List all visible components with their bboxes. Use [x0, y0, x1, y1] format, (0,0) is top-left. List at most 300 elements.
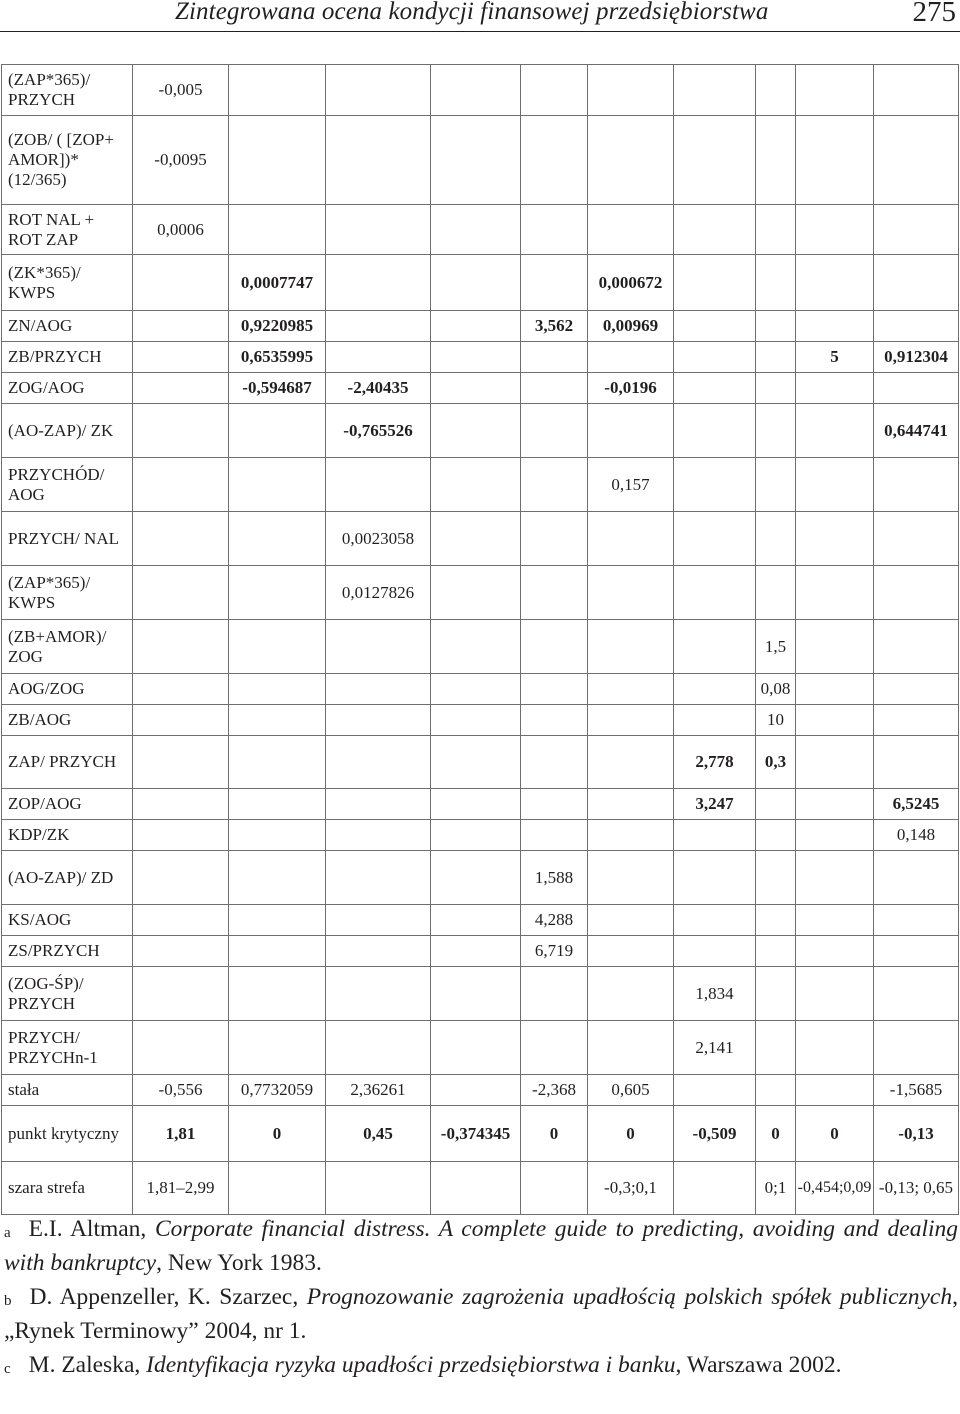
- table-cell: -2,40435: [326, 373, 431, 404]
- table-row: [2, 967, 959, 1021]
- table-cell: 3,562: [521, 311, 588, 342]
- table-cell: [588, 705, 674, 736]
- table-cell: -0,454;0,09: [796, 1162, 874, 1215]
- table-cell: 0,45: [326, 1106, 431, 1162]
- table-cell: -0,0196: [588, 373, 674, 404]
- table-cell: [229, 205, 326, 255]
- table-cell: [521, 1021, 588, 1075]
- table-cell: [796, 512, 874, 566]
- table-cell: [756, 789, 796, 820]
- table-cell: [431, 620, 521, 674]
- table-cell: [756, 820, 796, 851]
- table-cell: [756, 65, 796, 116]
- table-cell: [229, 905, 326, 936]
- table-cell: [431, 404, 521, 458]
- table-cell: [431, 736, 521, 789]
- table-cell: 3,247: [674, 789, 756, 820]
- table-cell: [431, 311, 521, 342]
- table-cell: 0,0007747: [229, 255, 326, 311]
- table-cell: [756, 116, 796, 205]
- table-cell: [874, 1021, 959, 1075]
- table-cell: [796, 789, 874, 820]
- table-cell: [229, 65, 326, 116]
- row-label: ZN/AOG: [2, 311, 133, 342]
- table-cell: [326, 905, 431, 936]
- table-cell: [674, 620, 756, 674]
- row-label: (ZOG-ŚP)/ PRZYCH: [2, 967, 133, 1021]
- table-cell: [326, 936, 431, 967]
- row-label: (AO-ZAP)/ ZK: [2, 404, 133, 458]
- table-cell: [326, 967, 431, 1021]
- table-cell: [588, 967, 674, 1021]
- table-cell: [326, 736, 431, 789]
- table-cell: 0,000672: [588, 255, 674, 311]
- table-cell: [756, 851, 796, 905]
- table-cell: [431, 789, 521, 820]
- table-cell: [874, 851, 959, 905]
- table-cell: [133, 404, 229, 458]
- table-cell: [431, 205, 521, 255]
- page-number: 275: [912, 0, 956, 28]
- table-cell: [326, 255, 431, 311]
- table-cell: [133, 820, 229, 851]
- footnote-rest: , New York 1983.: [156, 1250, 322, 1276]
- table-cell: [133, 705, 229, 736]
- table-cell: [756, 566, 796, 620]
- table-cell: [796, 1075, 874, 1106]
- table-cell: [674, 205, 756, 255]
- table-cell: [229, 1162, 326, 1215]
- table-cell: [588, 65, 674, 116]
- table-cell: [431, 458, 521, 512]
- table-cell: 0,644741: [874, 404, 959, 458]
- row-label: ZAP/ PRZYCH: [2, 736, 133, 789]
- table-cell: [796, 967, 874, 1021]
- table-cell: [229, 620, 326, 674]
- row-label: (ZAP*365)/ KWPS: [2, 566, 133, 620]
- table-cell: [874, 205, 959, 255]
- table-cell: -0,594687: [229, 373, 326, 404]
- table-cell: 10: [756, 705, 796, 736]
- ratio-coefficients-table: [1, 64, 959, 1215]
- table-cell: 1,5: [756, 620, 796, 674]
- table-cell: 0,00969: [588, 311, 674, 342]
- table-cell: [521, 820, 588, 851]
- table-cell: [431, 674, 521, 705]
- table-cell: [796, 566, 874, 620]
- table-cell: [796, 373, 874, 404]
- table-cell: [756, 255, 796, 311]
- table-cell: [326, 789, 431, 820]
- table-cell: [326, 851, 431, 905]
- row-label: stała: [2, 1075, 133, 1106]
- table-row: [2, 311, 959, 342]
- table-cell: [874, 566, 959, 620]
- table-cell: [326, 674, 431, 705]
- table-cell: [431, 512, 521, 566]
- table-cell: [521, 116, 588, 205]
- table-cell: [521, 512, 588, 566]
- table-cell: 0,912304: [874, 342, 959, 373]
- table-cell: -2,368: [521, 1075, 588, 1106]
- table-cell: [588, 820, 674, 851]
- table-cell: [756, 936, 796, 967]
- table-cell: [588, 342, 674, 373]
- table-row: [2, 936, 959, 967]
- table-cell: [796, 851, 874, 905]
- table-cell: 6,719: [521, 936, 588, 967]
- table-cell: 0,0023058: [326, 512, 431, 566]
- footnotes: [4, 1212, 958, 1382]
- table-cell: [521, 65, 588, 116]
- table-cell: [229, 458, 326, 512]
- table-cell: [431, 255, 521, 311]
- table-cell: 0,08: [756, 674, 796, 705]
- table-cell: [796, 705, 874, 736]
- table-row: [2, 851, 959, 905]
- table-cell: 4,288: [521, 905, 588, 936]
- row-label: punkt krytyczny: [2, 1106, 133, 1162]
- table-row: [2, 1106, 959, 1162]
- table-cell: [229, 967, 326, 1021]
- table-cell: [521, 458, 588, 512]
- table-cell: [588, 404, 674, 458]
- table-cell: [431, 373, 521, 404]
- table-cell: [674, 311, 756, 342]
- table-cell: [874, 311, 959, 342]
- table-cell: [796, 65, 874, 116]
- footnote-title: Corporate financial distress. A complete guide to predicting, avoiding and dealing with bankruptcy: [4, 1216, 959, 1276]
- table-cell: [588, 674, 674, 705]
- table-cell: 2,141: [674, 1021, 756, 1075]
- table-cell: [674, 373, 756, 404]
- table-cell: [521, 736, 588, 789]
- table-cell: [326, 65, 431, 116]
- table-cell: [229, 820, 326, 851]
- footnote: [4, 1348, 958, 1382]
- table-cell: [796, 905, 874, 936]
- table-cell: [874, 255, 959, 311]
- table-cell: [229, 736, 326, 789]
- table-cell: [796, 820, 874, 851]
- table-cell: [796, 404, 874, 458]
- row-label: ZB/AOG: [2, 705, 133, 736]
- table-cell: [229, 116, 326, 205]
- table-cell: [133, 789, 229, 820]
- table-cell: [431, 851, 521, 905]
- table-cell: [431, 566, 521, 620]
- table-cell: [874, 620, 959, 674]
- table-body: [2, 65, 959, 1215]
- table-cell: -0,13; 0,65: [874, 1162, 959, 1215]
- table-cell: [521, 566, 588, 620]
- table-cell: -0,765526: [326, 404, 431, 458]
- table-cell: [229, 566, 326, 620]
- footnote-authors: E.I. Altman,: [28, 1216, 155, 1242]
- header-rule: [0, 31, 960, 32]
- row-label: PRZYCH/ PRZYCHn-1: [2, 1021, 133, 1075]
- table-cell: [674, 404, 756, 458]
- table-cell: [229, 512, 326, 566]
- table-cell: [674, 566, 756, 620]
- table-cell: [874, 736, 959, 789]
- table-cell: -0,3;0,1: [588, 1162, 674, 1215]
- table-cell: [133, 936, 229, 967]
- table-cell: [796, 936, 874, 967]
- table-row: [2, 705, 959, 736]
- row-label: (AO-ZAP)/ ZD: [2, 851, 133, 905]
- table-cell: [674, 65, 756, 116]
- table-cell: -0,13: [874, 1106, 959, 1162]
- table-cell: [521, 404, 588, 458]
- table-cell: [796, 255, 874, 311]
- table-cell: [874, 905, 959, 936]
- footnote-rest: , Warszawa 2002.: [675, 1352, 842, 1378]
- table-cell: 1,588: [521, 851, 588, 905]
- table-cell: 2,778: [674, 736, 756, 789]
- table-cell: 0,605: [588, 1075, 674, 1106]
- table-cell: [874, 512, 959, 566]
- table-row: [2, 458, 959, 512]
- table-cell: 0: [588, 1106, 674, 1162]
- footnote: [4, 1280, 958, 1348]
- footnote-rest: , „Rynek Terminowy” 2004, nr 1.: [4, 1284, 958, 1344]
- table-cell: [521, 789, 588, 820]
- table-cell: [521, 1162, 588, 1215]
- table-cell: 0: [521, 1106, 588, 1162]
- table-cell: [874, 373, 959, 404]
- table-cell: [674, 936, 756, 967]
- table-cell: [674, 255, 756, 311]
- table-cell: [133, 512, 229, 566]
- table-cell: -0,556: [133, 1075, 229, 1106]
- table-cell: 0,0006: [133, 205, 229, 255]
- table-cell: [229, 705, 326, 736]
- table-cell: [521, 342, 588, 373]
- table-cell: [229, 789, 326, 820]
- running-title: Zintegrowana ocena kondycji finansowej przedsiębiorstwa: [175, 0, 769, 25]
- table-cell: [674, 458, 756, 512]
- table-row: [2, 65, 959, 116]
- table-cell: [229, 404, 326, 458]
- row-label: ZOP/AOG: [2, 789, 133, 820]
- row-label: KS/AOG: [2, 905, 133, 936]
- table-cell: [796, 1021, 874, 1075]
- table-row: [2, 820, 959, 851]
- table-row: [2, 736, 959, 789]
- row-label: szara strefa: [2, 1162, 133, 1215]
- table-cell: 1,81–2,99: [133, 1162, 229, 1215]
- table-cell: [521, 373, 588, 404]
- table-cell: 0,6535995: [229, 342, 326, 373]
- table-cell: 0;1: [756, 1162, 796, 1215]
- table-cell: [874, 674, 959, 705]
- table-cell: [796, 116, 874, 205]
- table-cell: [133, 967, 229, 1021]
- table-cell: [588, 1021, 674, 1075]
- table-row: [2, 566, 959, 620]
- table-row: [2, 404, 959, 458]
- table-cell: [133, 620, 229, 674]
- table-cell: 1,834: [674, 967, 756, 1021]
- table-row: [2, 373, 959, 404]
- table-row: [2, 1162, 959, 1215]
- row-label: PRZYCH/ NAL: [2, 512, 133, 566]
- table-cell: [326, 705, 431, 736]
- row-label: (ZB+AMOR)/ ZOG: [2, 620, 133, 674]
- table-cell: [674, 905, 756, 936]
- table-row: [2, 116, 959, 205]
- footnote-title: Prognozowanie zagrożenia upadłością polskich spółek publicznych: [306, 1284, 953, 1310]
- table-cell: [674, 705, 756, 736]
- table-cell: -0,509: [674, 1106, 756, 1162]
- table-cell: [874, 705, 959, 736]
- table-cell: [874, 458, 959, 512]
- table-cell: [756, 512, 796, 566]
- table-cell: [588, 205, 674, 255]
- table-cell: [588, 512, 674, 566]
- table-cell: [588, 566, 674, 620]
- table-cell: [326, 205, 431, 255]
- table-cell: [431, 1162, 521, 1215]
- table-cell: [431, 967, 521, 1021]
- table-cell: [229, 1021, 326, 1075]
- footnote: [4, 1212, 958, 1280]
- table-cell: [874, 936, 959, 967]
- table-row: [2, 789, 959, 820]
- table-cell: [133, 736, 229, 789]
- table-cell: [674, 820, 756, 851]
- table-cell: 0: [796, 1106, 874, 1162]
- table-cell: [229, 851, 326, 905]
- table-cell: 1,81: [133, 1106, 229, 1162]
- table-cell: [326, 311, 431, 342]
- row-label: KDP/ZK: [2, 820, 133, 851]
- table-cell: [674, 1075, 756, 1106]
- table-cell: 6,5245: [874, 789, 959, 820]
- table-cell: [431, 936, 521, 967]
- table-cell: [796, 674, 874, 705]
- table-cell: [756, 1075, 796, 1106]
- table-row: [2, 620, 959, 674]
- table-cell: [756, 311, 796, 342]
- row-label: ZS/PRZYCH: [2, 936, 133, 967]
- table-cell: [521, 620, 588, 674]
- table-cell: [874, 116, 959, 205]
- table-cell: 0,0127826: [326, 566, 431, 620]
- table-cell: [674, 116, 756, 205]
- row-label: ZB/PRZYCH: [2, 342, 133, 373]
- table-row: [2, 342, 959, 373]
- table-cell: [521, 674, 588, 705]
- table-row: [2, 512, 959, 566]
- table-cell: [521, 705, 588, 736]
- table-cell: [133, 311, 229, 342]
- running-header: [0, 0, 960, 32]
- table-cell: [674, 512, 756, 566]
- table-cell: [133, 566, 229, 620]
- row-label: (ZAP*365)/ PRZYCH: [2, 65, 133, 116]
- table-cell: [431, 1075, 521, 1106]
- table-cell: 0: [756, 1106, 796, 1162]
- table-cell: -0,374345: [431, 1106, 521, 1162]
- table-cell: [796, 311, 874, 342]
- table-cell: -0,005: [133, 65, 229, 116]
- table-cell: [674, 342, 756, 373]
- row-label: AOG/ZOG: [2, 674, 133, 705]
- table-cell: [229, 674, 326, 705]
- footnote-authors: D. Appenzeller, K. Szarzec,: [29, 1284, 307, 1310]
- table-cell: [588, 851, 674, 905]
- table-cell: 0,148: [874, 820, 959, 851]
- table-cell: [326, 1162, 431, 1215]
- row-label: (ZOB/ ( [ZOP+ AMOR])* (12/365): [2, 116, 133, 205]
- row-label: ROT NAL + ROT ZAP: [2, 205, 133, 255]
- table-cell: [874, 967, 959, 1021]
- table-cell: [796, 458, 874, 512]
- table-cell: [756, 458, 796, 512]
- table-cell: [796, 736, 874, 789]
- table-row: [2, 674, 959, 705]
- table-cell: [326, 116, 431, 205]
- table-cell: [521, 255, 588, 311]
- table-cell: [133, 373, 229, 404]
- table-cell: [431, 705, 521, 736]
- table-cell: [756, 404, 796, 458]
- table-cell: [588, 936, 674, 967]
- table-cell: [874, 65, 959, 116]
- table-cell: -1,5685: [874, 1075, 959, 1106]
- table-cell: [588, 620, 674, 674]
- table-cell: 2,36261: [326, 1075, 431, 1106]
- table-cell: [756, 905, 796, 936]
- table-cell: 0,157: [588, 458, 674, 512]
- footnote-mark: a: [4, 1225, 11, 1241]
- table-row: [2, 205, 959, 255]
- row-label: (ZK*365)/ KWPS: [2, 255, 133, 311]
- table-cell: [431, 820, 521, 851]
- row-label: PRZYCHÓD/ AOG: [2, 458, 133, 512]
- table-cell: [229, 936, 326, 967]
- table-cell: 5: [796, 342, 874, 373]
- table-cell: [326, 820, 431, 851]
- table-cell: [674, 1162, 756, 1215]
- table-cell: [431, 65, 521, 116]
- table-cell: [133, 342, 229, 373]
- table-cell: [521, 967, 588, 1021]
- table-cell: 0,7732059: [229, 1075, 326, 1106]
- row-label: ZOG/AOG: [2, 373, 133, 404]
- table-cell: [588, 736, 674, 789]
- table-cell: [521, 205, 588, 255]
- table-cell: [588, 905, 674, 936]
- table-cell: [326, 342, 431, 373]
- table-cell: [133, 255, 229, 311]
- table-cell: [133, 458, 229, 512]
- table-cell: [756, 205, 796, 255]
- footnote-title: Identyfikacja ryzyka upadłości przedsiębiorstwa i banku: [146, 1352, 676, 1378]
- table-cell: [796, 620, 874, 674]
- footnote-authors: M. Zaleska,: [28, 1352, 147, 1378]
- table-row: [2, 905, 959, 936]
- table-cell: [756, 342, 796, 373]
- table-cell: [133, 674, 229, 705]
- table-cell: [431, 116, 521, 205]
- table-cell: 0: [229, 1106, 326, 1162]
- table-cell: [431, 905, 521, 936]
- table-cell: [133, 851, 229, 905]
- table-cell: [756, 967, 796, 1021]
